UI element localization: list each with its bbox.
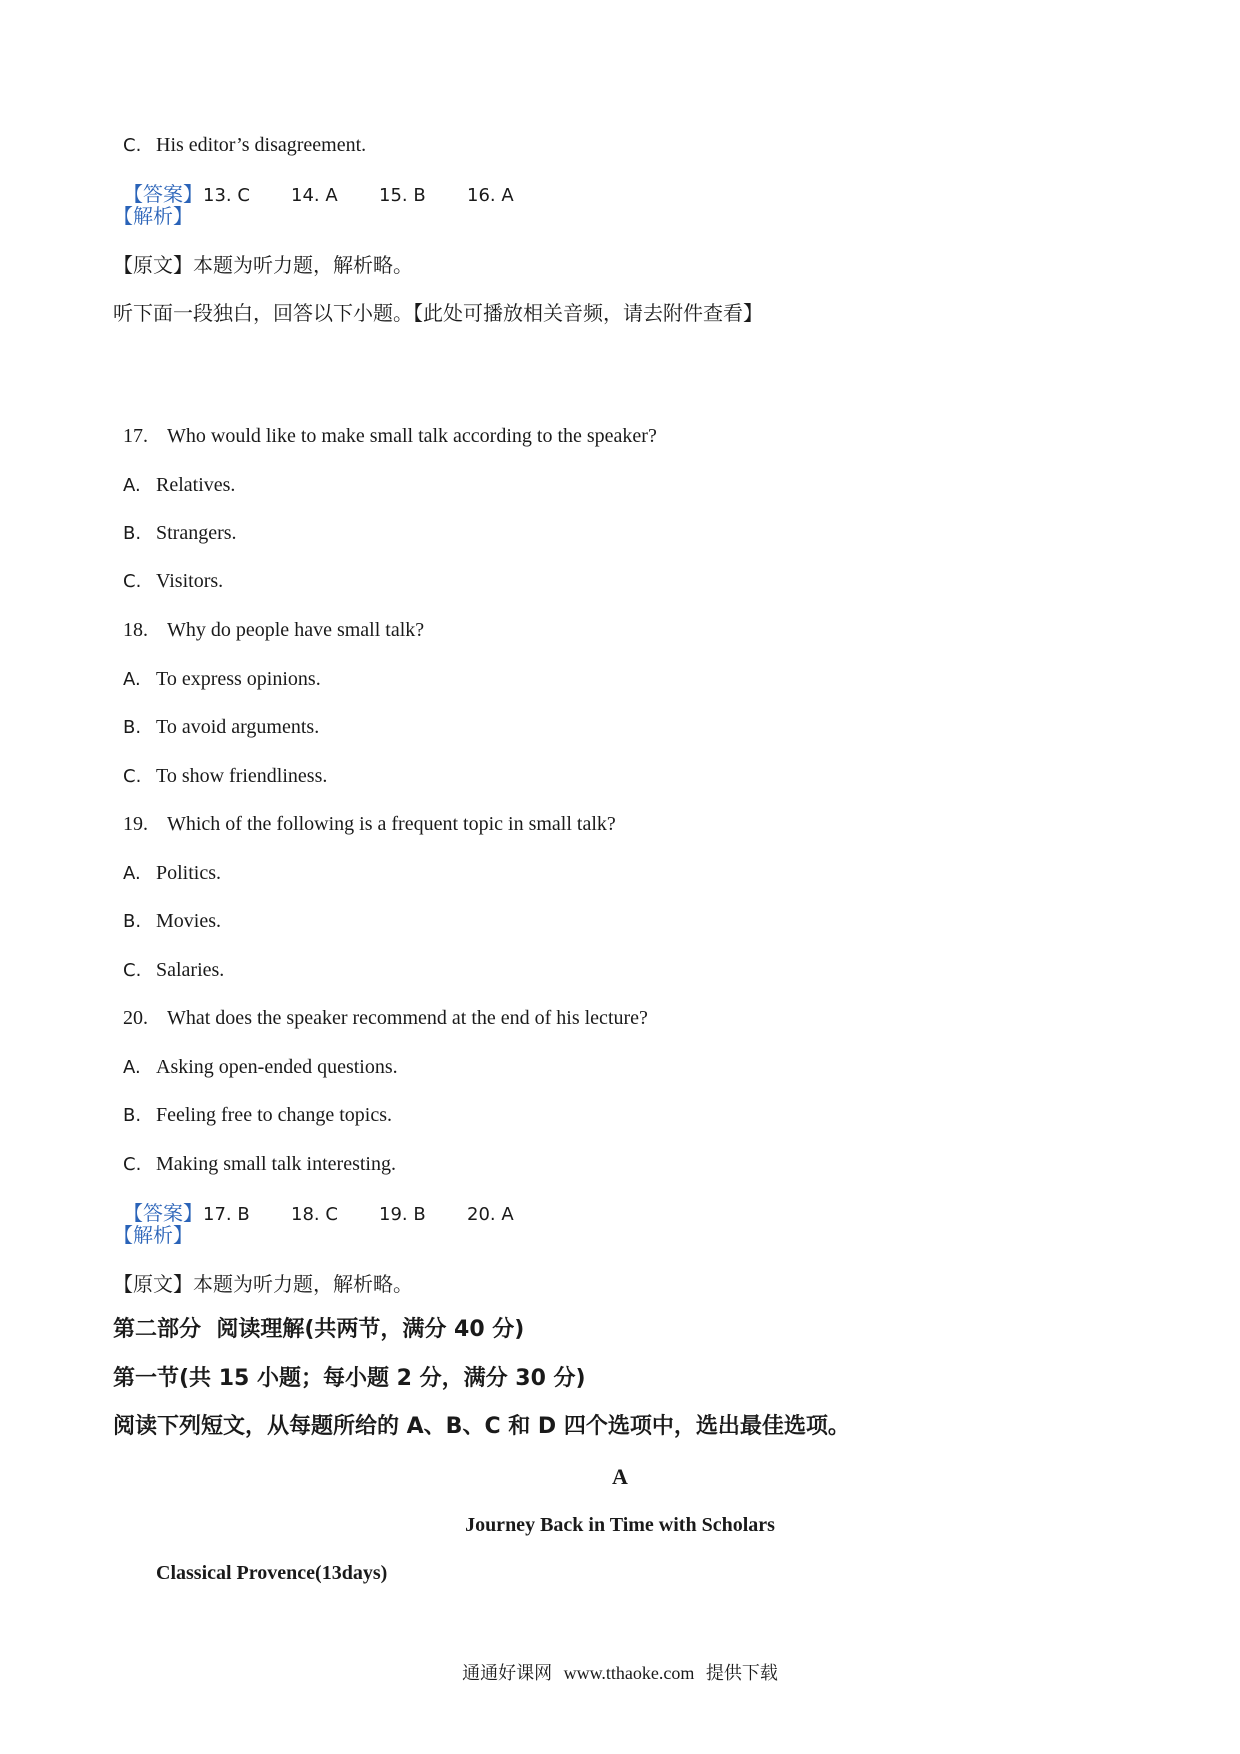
question-number: 19. <box>123 813 148 835</box>
page-footer <box>0 1660 1240 1687</box>
option-row <box>113 542 223 595</box>
option-row <box>113 106 366 159</box>
option-row <box>113 882 221 935</box>
option-letter: B. <box>123 911 142 932</box>
answer-item: 14. A <box>291 185 338 206</box>
part-heading: 第二部分 阅读理解(共两节，满分 40 分) <box>113 1317 525 1342</box>
option-row <box>113 688 319 741</box>
question-row <box>113 785 616 837</box>
question-text: Which of the following is a frequent topic in small talk? <box>167 813 616 835</box>
answer-item: 19. B <box>379 1204 426 1225</box>
option-letter: B. <box>123 717 142 738</box>
option-row <box>113 834 221 887</box>
question-text: What does the speaker recommend at the end of his lecture? <box>167 1007 648 1029</box>
question-number: 17. <box>123 425 148 447</box>
answer-item: 20. A <box>467 1204 514 1225</box>
analysis-label: 【解析】 <box>113 204 193 228</box>
question-text: Who would like to make small talk according to the speaker? <box>167 425 657 447</box>
original-note: 【原文】本题为听力题，解析略。 <box>113 1272 413 1296</box>
option-text: Visitors. <box>156 570 224 592</box>
section-heading: 第一节(共 15 小题；每小题 2 分，满分 30 分) <box>113 1366 586 1391</box>
option-text: To avoid arguments. <box>156 716 320 738</box>
answer-tag: 【答案】 <box>123 182 203 206</box>
footer-url[interactable]: www.tthaoke.com <box>563 1663 695 1683</box>
analysis-label: 【解析】 <box>113 1223 193 1247</box>
question-row <box>113 397 657 449</box>
monologue-intro: 听下面一段独白，回答以下小题。【此处可播放相关音频，请去附件查看】 <box>113 301 763 325</box>
option-letter: B. <box>123 1105 142 1126</box>
option-text: His editor’s disagreement. <box>156 134 367 156</box>
option-row <box>113 931 224 984</box>
passage-letter: A <box>612 1464 628 1489</box>
answer-item: 17. B <box>203 1204 250 1225</box>
option-text: Movies. <box>156 910 221 932</box>
option-row <box>113 737 327 790</box>
option-letter: A. <box>123 669 141 690</box>
passage-title: Journey Back in Time with Scholars <box>465 1514 775 1536</box>
answer-item: 16. A <box>467 185 514 206</box>
option-letter: A. <box>123 1057 141 1078</box>
answer-item: 15. B <box>379 185 426 206</box>
option-letter: C. <box>123 766 142 787</box>
question-number: 18. <box>123 619 148 641</box>
option-text: Politics. <box>156 862 222 884</box>
option-row <box>113 1028 398 1081</box>
option-letter: B. <box>123 523 142 544</box>
footer-action: 提供下载 <box>705 1663 778 1684</box>
option-letter: C. <box>123 135 142 156</box>
passage-subtitle: Classical Provence(13days) <box>156 1562 388 1584</box>
option-text: To express opinions. <box>156 668 321 690</box>
footer-site: 通通好课网 <box>462 1663 553 1684</box>
answer-row <box>113 1174 555 1228</box>
option-letter: A. <box>123 863 141 884</box>
option-text: Making small talk interesting. <box>156 1153 396 1175</box>
question-row <box>113 979 648 1031</box>
option-row <box>113 640 321 693</box>
answer-row <box>113 155 555 209</box>
option-letter: A. <box>123 475 141 496</box>
answer-item: 13. C <box>203 185 250 206</box>
option-row <box>113 446 235 499</box>
option-text: Strangers. <box>156 522 237 544</box>
option-row <box>113 1125 396 1178</box>
option-letter: C. <box>123 960 142 981</box>
option-row <box>113 1076 392 1129</box>
original-note: 【原文】本题为听力题，解析略。 <box>113 253 413 277</box>
option-text: Feeling free to change topics. <box>156 1104 393 1126</box>
option-text: Asking open-ended questions. <box>156 1056 398 1078</box>
answer-item: 18. C <box>291 1204 338 1225</box>
question-text: Why do people have small talk? <box>167 619 425 641</box>
instruction: 阅读下列短文，从每题所给的 A、B、C 和 D 四个选项中，选出最佳选项。 <box>113 1414 850 1439</box>
answer-tag: 【答案】 <box>123 1201 203 1225</box>
option-text: To show friendliness. <box>156 765 328 787</box>
question-number: 20. <box>123 1007 148 1029</box>
option-text: Relatives. <box>156 474 236 496</box>
option-letter: C. <box>123 571 142 592</box>
question-row <box>113 591 424 643</box>
option-letter: C. <box>123 1154 142 1175</box>
option-text: Salaries. <box>156 959 225 981</box>
option-row <box>113 494 237 547</box>
